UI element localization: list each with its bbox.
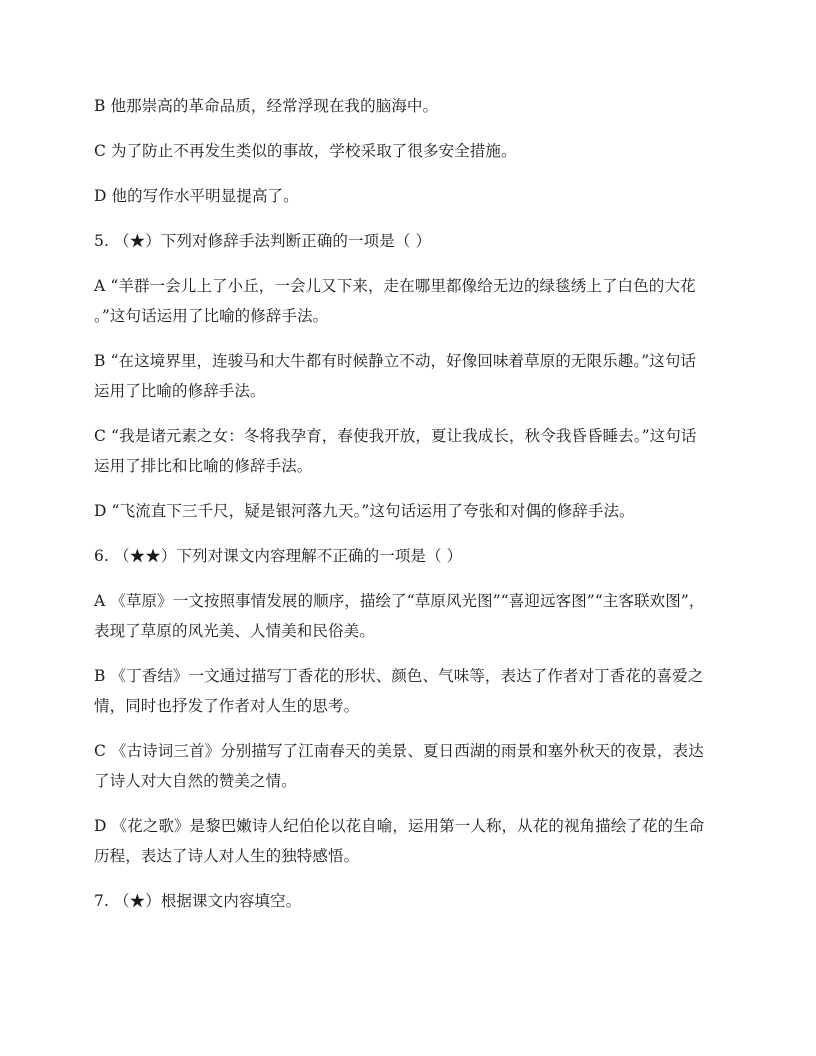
- option-c-text: C 为了防止不再发生类似的事故，学校采取了很多安全措施。: [94, 142, 517, 160]
- option-d-text: D 他的写作水平明显提高了。: [94, 187, 299, 205]
- q5-option-c-line-1: C “我是诸元素之女：冬将我孕育，春使我开放，夏让我成长，秋令我昏昏睡去。”这句话: [94, 427, 697, 445]
- q6-option-c-line-2: 了诗人对大自然的赞美之情。: [94, 772, 297, 790]
- q6-option-d-line-1: D 《花之歌》是黎巴嫩诗人纪伯伦以花自喻，运用第一人称，从花的视角描绘了花的生命: [94, 817, 705, 835]
- q6-option-d-line-2: 历程，表达了诗人对人生的独特感悟。: [94, 847, 360, 865]
- q6-option-a-line-1: A 《草原》一文按照事情发展的顺序，描绘了“草原风光图”“喜迎远客图”“主客联欢图”，: [94, 592, 705, 610]
- q5-option-d-text: D “飞流直下三千尺，疑是银河落九天。”这句话运用了夸张和对偶的修辞手法。: [94, 502, 635, 520]
- option-b-text: B 他那崇高的革命品质，经常浮现在我的脑海中。: [94, 97, 439, 115]
- q5-option-a-line-2: 。”这句话运用了比喻的修辞手法。: [94, 307, 329, 325]
- q5-option-b-line-1: B “在这境界里，连骏马和大牛都有时候静立不动，好像回味着草原的无限乐趣。”这句话: [94, 352, 697, 370]
- question-5-title: 5. （★）下列对修辞手法判断正确的一项是（ ）: [94, 232, 432, 250]
- q5-option-a-line-1: A “羊群一会儿上了小丘，一会儿又下来，走在哪里都像给无边的绿毯绣上了白色的大花: [94, 277, 696, 295]
- q6-option-c-line-1: C 《古诗词三首》分别描写了江南春天的美景、夏日西湖的雨景和塞外秋天的夜景，表达: [94, 742, 704, 760]
- q5-option-b-line-2: 运用了比喻的修辞手法。: [94, 382, 266, 400]
- q5-option-c-line-2: 运用了排比和比喻的修辞手法。: [94, 457, 313, 475]
- q6-option-a-line-2: 表现了草原的风光美、人情美和民俗美。: [94, 622, 375, 640]
- q6-option-b-line-1: B 《丁香结》一文通过描写丁香花的形状、颜色、气味等，表达了作者对丁香花的喜爱之: [94, 667, 704, 685]
- question-6-title: 6. （★★）下列对课文内容理解不正确的一项是（ ）: [94, 547, 463, 565]
- q6-option-b-line-2: 情，同时也抒发了作者对人生的思考。: [94, 697, 360, 715]
- question-7-title: 7. （★）根据课文内容填空。: [94, 892, 302, 910]
